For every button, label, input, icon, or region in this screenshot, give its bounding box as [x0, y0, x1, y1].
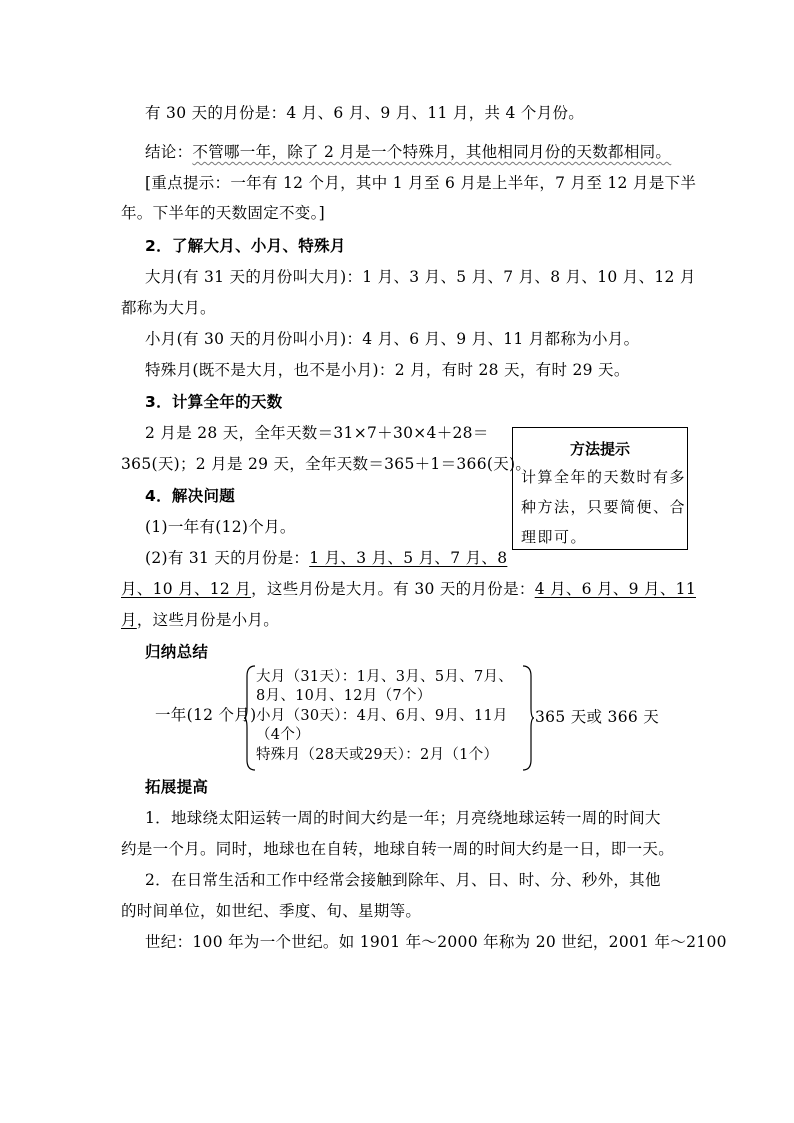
- paragraph-big-month-2: 都称为大月。: [121, 299, 216, 317]
- conclusion-text: 不管哪一年，除了 2 月是一个特殊月，其他相同月份的天数都相同。: [192, 143, 672, 161]
- summary-heading: 归纳总结: [145, 643, 209, 661]
- paragraph-calc-2: 365(天)；2 月是 29 天，全年天数＝365＋1＝366(天)。: [121, 455, 532, 473]
- method-tip-line-3: 理即可。: [521, 528, 588, 546]
- answer-small-months-part-1: 4 月、6 月、9 月、11: [534, 580, 696, 598]
- summary-result: 365 天或 366 天: [535, 708, 660, 726]
- question-1: (1)一年有(12)个月。: [145, 518, 296, 536]
- extension-1-line-2: 约是一个月。同时，地球也在自转，地球自转一周的时间大约是一日，即一天。: [121, 840, 675, 858]
- method-tip-title: 方法提示: [569, 440, 630, 458]
- extension-2-line-2: 的时间单位，如世纪、季度、旬、星期等。: [121, 902, 422, 920]
- paragraph-small-month: 小月(有 30 天的月份叫小月)：4 月、6 月、9 月、11 月都称为小月。: [145, 330, 640, 348]
- key-tip-line-1: [重点提示：一年有 12 个月，其中 1 月至 6 月是上半年，7 月至 12 月是下半: [145, 174, 697, 192]
- paragraph-conclusion: [145, 142, 671, 162]
- section-heading-2: 2．了解大月、小月、特殊月: [145, 237, 346, 255]
- answer-small-months-part-2: 月: [121, 611, 137, 629]
- summary-big-month-line-1: 大月（31天）：1月、3月、5月、7月、: [256, 669, 514, 685]
- extension-century: 世纪：100 年为一个世纪。如 1901 年～2000 年称为 20 世纪，2001 年～2100: [145, 933, 727, 951]
- summary-root: 一年(12 个月): [155, 706, 257, 724]
- summary-small-month-line-2: （4个）: [256, 727, 310, 743]
- paragraph-special-month: 特殊月(既不是大月，也不是小月)：2 月，有时 28 天，有时 29 天。: [145, 361, 630, 379]
- extension-heading: 拓展提高: [145, 778, 209, 796]
- summary-small-month-line-1: 小月（30天）：4月、6月、9月、11月: [256, 708, 508, 724]
- question-2-prefix: (2)有 31 天的月份是：: [145, 549, 310, 567]
- extension-2-line-1: 2．在日常生活和工作中经常会接触到除年、月、日、时、分、秒外，其他: [145, 871, 661, 889]
- left-brace-icon: [243, 664, 257, 772]
- question-2-line-2: [121, 579, 696, 599]
- summary-special-month: 特殊月（28天或29天）：2月（1个）: [256, 747, 499, 763]
- conclusion-label: 结论：: [145, 143, 193, 161]
- question-2-middle: ，这些月份是大月。有 30 天的月份是：: [251, 580, 535, 598]
- right-brace-icon: [521, 664, 535, 772]
- paragraph-calc-1: 2 月是 28 天，全年天数＝31×7＋30×4＋28＝: [145, 424, 489, 442]
- question-2-line-3: [121, 610, 279, 630]
- extension-1-line-1: 1．地球绕太阳运转一周的时间大约是一年；月亮绕地球运转一周的时间大: [145, 809, 661, 827]
- question-2-line-1: [145, 548, 507, 568]
- key-tip-line-2: 年。下半年的天数固定不变。]: [121, 204, 325, 222]
- summary-big-month-line-2: 8月、10月、12月（7个）: [256, 688, 432, 704]
- section-heading-3: 3．计算全年的天数: [145, 393, 283, 411]
- paragraph-30-day-months: 有 30 天的月份是：4 月、6 月、9 月、11 月，共 4 个月份。: [145, 104, 585, 122]
- paragraph-big-month-1: 大月(有 31 天的月份叫大月)：1 月、3 月、5 月、7 月、8 月、10 月、12 月: [145, 268, 696, 286]
- method-tip-line-1: 计算全年的天数时有多: [521, 468, 687, 486]
- answer-big-months-part-1: 1 月、3 月、5 月、7 月、8: [309, 549, 508, 567]
- section-heading-4: 4．解决问题: [145, 487, 236, 505]
- method-tip-box: [512, 427, 688, 550]
- question-2-end: ，这些月份是小月。: [136, 611, 280, 629]
- answer-big-months-part-2: 月、10 月、12 月: [121, 580, 252, 598]
- method-tip-line-2: 种方法，只要简便、合: [521, 498, 687, 516]
